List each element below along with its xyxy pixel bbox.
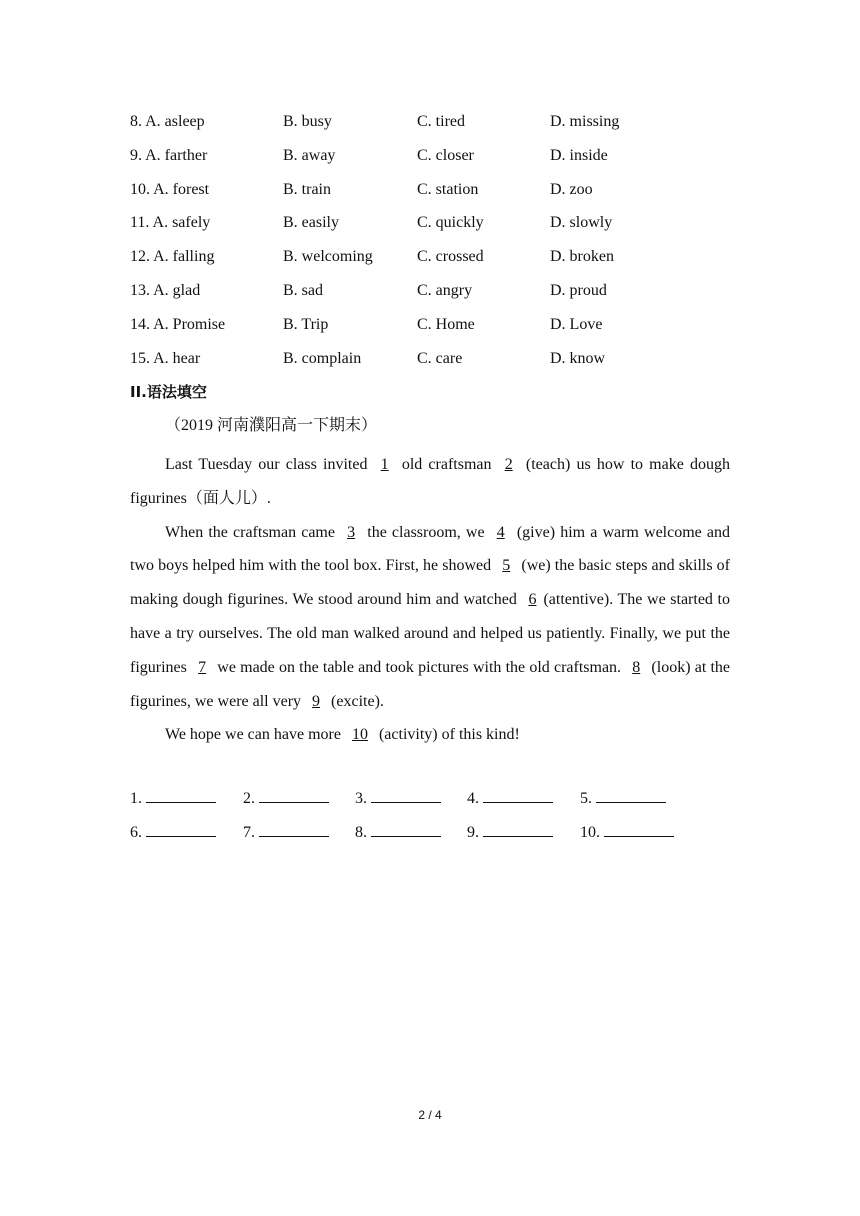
blank-5: 5 bbox=[502, 557, 511, 575]
passage-paragraph-2 bbox=[130, 516, 730, 719]
answer-blank[interactable] bbox=[371, 786, 441, 803]
option-d: D. Love bbox=[550, 315, 603, 333]
option-row bbox=[130, 313, 730, 347]
answer-label: 8. bbox=[355, 823, 367, 841]
answer-item bbox=[243, 786, 329, 811]
answer-blank[interactable] bbox=[596, 786, 666, 803]
blank-7: 7 bbox=[198, 658, 207, 676]
option-b: B. away bbox=[283, 146, 336, 164]
blank-2: 2 bbox=[504, 456, 513, 473]
option-b: B. complain bbox=[283, 349, 362, 367]
answer-label: 1. bbox=[130, 790, 142, 807]
option-row bbox=[130, 144, 730, 178]
option-c: C. angry bbox=[417, 281, 473, 299]
passage bbox=[130, 448, 730, 752]
answer-label: 2. bbox=[243, 790, 255, 807]
answer-label: 9. bbox=[467, 823, 479, 841]
answer-item bbox=[355, 820, 441, 845]
answer-blank[interactable] bbox=[604, 820, 674, 837]
option-d: D. know bbox=[550, 349, 606, 367]
answer-lines bbox=[130, 786, 730, 854]
option-c: C. quickly bbox=[417, 214, 484, 232]
option-a: 11. A. safely bbox=[130, 214, 211, 232]
option-b: B. welcoming bbox=[283, 248, 373, 266]
option-d: D. broken bbox=[550, 248, 614, 266]
passage-text: (excite). bbox=[327, 692, 384, 710]
option-row bbox=[130, 279, 730, 313]
answer-item bbox=[243, 820, 329, 845]
blank-10: 10 bbox=[351, 726, 368, 744]
answer-row bbox=[130, 820, 730, 854]
answer-blank[interactable] bbox=[483, 820, 553, 837]
answer-item bbox=[580, 820, 674, 845]
option-a: 13. A. glad bbox=[130, 281, 201, 299]
passage-text: (teach) us how to make dough figurines（面人儿）. bbox=[130, 456, 731, 507]
option-list bbox=[130, 110, 730, 380]
answer-item bbox=[580, 786, 666, 811]
answer-blank[interactable] bbox=[146, 786, 216, 803]
option-b: B. Trip bbox=[283, 315, 329, 333]
blank-8: 8 bbox=[632, 658, 641, 676]
option-row bbox=[130, 178, 730, 212]
blank-9: 9 bbox=[312, 692, 321, 710]
passage-text: Last Tuesday our class invited bbox=[165, 456, 374, 473]
passage-text: old craftsman bbox=[395, 456, 498, 473]
passage-text: (look) at the figurines, we were all very bbox=[130, 658, 731, 710]
option-c: C. tired bbox=[417, 113, 465, 130]
answer-item bbox=[130, 786, 216, 811]
passage-paragraph-3 bbox=[130, 718, 730, 752]
option-d: D. slowly bbox=[550, 214, 613, 232]
answer-label: 5. bbox=[580, 790, 592, 807]
option-row bbox=[130, 347, 730, 381]
option-a: 12. A. falling bbox=[130, 248, 215, 266]
option-c: C. care bbox=[417, 349, 463, 367]
option-a: 14. A. Promise bbox=[130, 315, 226, 333]
option-d: D. inside bbox=[550, 146, 608, 164]
option-b: B. busy bbox=[283, 113, 332, 130]
answer-blank[interactable] bbox=[146, 820, 216, 837]
option-b: B. train bbox=[283, 180, 331, 198]
option-d: D. missing bbox=[550, 113, 620, 130]
option-row bbox=[130, 110, 730, 144]
passage-text: (give) him a warm welcome and two boys helped him with the tool box. First, he showed bbox=[130, 523, 730, 575]
blank-1: 1 bbox=[380, 456, 389, 473]
answer-label: 3. bbox=[355, 790, 367, 807]
option-c: C. closer bbox=[417, 146, 474, 164]
answer-blank[interactable] bbox=[259, 786, 329, 803]
passage-text: (activity) of this kind! bbox=[374, 726, 520, 744]
option-a: 15. A. hear bbox=[130, 349, 201, 367]
answer-label: 7. bbox=[243, 823, 255, 841]
page-number: 2 / 4 bbox=[418, 1108, 442, 1122]
answer-item bbox=[467, 820, 553, 845]
answer-label: 10. bbox=[580, 823, 600, 841]
passage-text: the classroom, we bbox=[362, 523, 490, 541]
passage-text: (attentive). The we started to have a try ourselves. The old man walked around and helped us patiently. Finally, we put the figurines bbox=[130, 591, 730, 676]
blank-3: 3 bbox=[347, 523, 356, 541]
section-title: II.语法填空 bbox=[130, 383, 207, 401]
option-d: D. proud bbox=[550, 281, 607, 299]
passage-text: We hope we can have more bbox=[165, 726, 345, 744]
option-row bbox=[130, 245, 730, 279]
answer-blank[interactable] bbox=[483, 786, 553, 803]
option-d: D. zoo bbox=[550, 180, 593, 198]
option-a: 9. A. farther bbox=[130, 146, 208, 164]
option-c: C. crossed bbox=[417, 248, 484, 266]
answer-label: 4. bbox=[467, 790, 479, 807]
source-note: （2019 河南濮阳高一下期末） bbox=[165, 417, 378, 434]
passage-text: When the craftsman came bbox=[165, 523, 341, 541]
answer-label: 6. bbox=[130, 823, 142, 841]
answer-blank[interactable] bbox=[259, 820, 329, 837]
option-b: B. sad bbox=[283, 281, 323, 299]
option-row bbox=[130, 211, 730, 245]
option-c: C. Home bbox=[417, 315, 475, 333]
blank-4: 4 bbox=[496, 523, 505, 541]
answer-row bbox=[130, 786, 730, 820]
answer-item bbox=[355, 786, 441, 811]
answer-item bbox=[130, 820, 216, 845]
option-c: C. station bbox=[417, 180, 479, 198]
answer-item bbox=[467, 786, 553, 811]
passage-text: we made on the table and took pictures with the old craftsman. bbox=[213, 658, 626, 676]
passage-paragraph-1 bbox=[130, 448, 730, 516]
option-a: 10. A. forest bbox=[130, 180, 210, 198]
option-a: 8. A. asleep bbox=[130, 113, 205, 130]
option-b: B. easily bbox=[283, 214, 339, 232]
answer-blank[interactable] bbox=[371, 820, 441, 837]
passage-text: (we) the basic steps and skills of making dough figurines. We stood around him and watched bbox=[130, 557, 731, 609]
blank-6: 6 bbox=[528, 591, 537, 609]
